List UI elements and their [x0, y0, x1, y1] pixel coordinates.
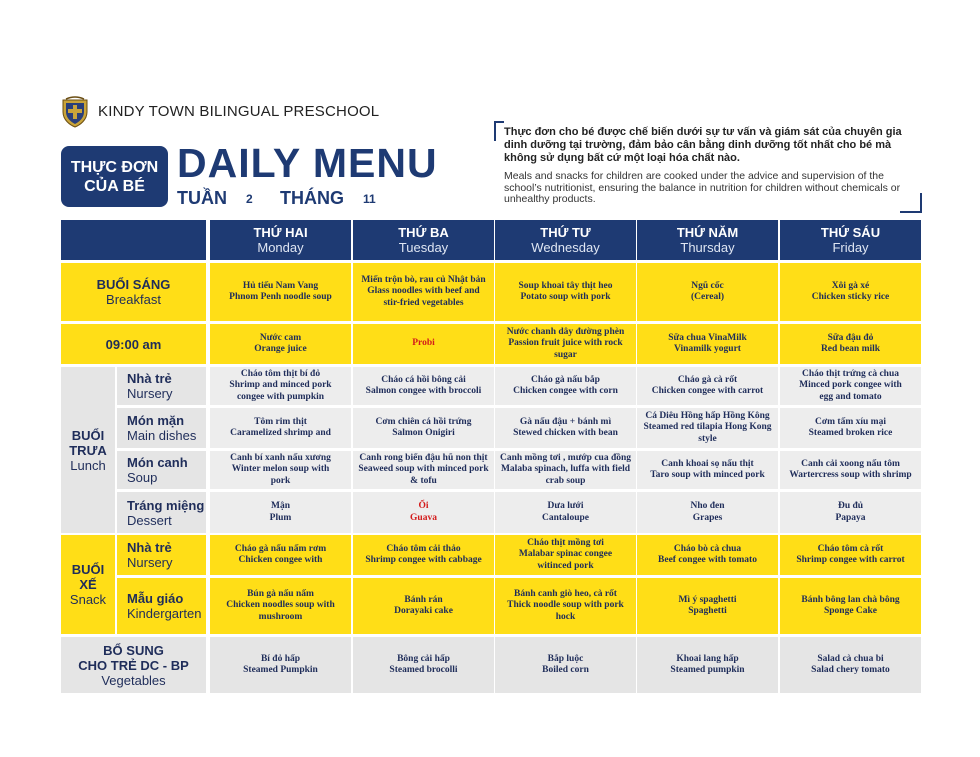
menu-item-line: Bánh canh giò heo, cà rốt: [514, 588, 617, 599]
soup-label-text: Món canh: [127, 455, 188, 470]
menu-item-line: Malaba spinach, luffa with field: [500, 464, 631, 475]
menu-item-line: Cháo thịt trứng cà chua: [801, 368, 899, 379]
day-header-0: [210, 220, 351, 260]
menu-item-line: Bánh bông lan chà bông: [801, 594, 900, 605]
menu-item-line: Caramelized shrimp and: [230, 428, 331, 438]
nursery-cell-3: [637, 367, 778, 405]
menu-item-line: stir-fried vegetables: [383, 297, 464, 308]
vegetables-label-text: Vegetables: [101, 672, 166, 688]
menu-item-line: crab soup: [545, 475, 586, 486]
menu-item-line: Cháo bò cà chua: [673, 543, 742, 554]
soup-label: [117, 451, 206, 489]
menu-item-line: Canh bí xanh nấu xương: [230, 452, 331, 463]
day-name-en: Tuesday: [398, 240, 449, 255]
afternoon-nursery-label: [117, 535, 206, 575]
menu-item-line: Tôm rim thịt: [254, 416, 307, 427]
badge-line-1: THỰC ĐƠN: [70, 158, 159, 176]
dessert-cell-1: [353, 492, 494, 533]
menu-item-line: Cơm tấm xíu mại: [815, 416, 886, 427]
snack-cell-0: [210, 324, 351, 364]
menu-item-line: Orange juice: [254, 344, 307, 354]
menu-item-line: Chicken congee with: [238, 555, 323, 565]
menu-item-line: Salmon congee with broccoli: [365, 386, 482, 396]
vegetables-cell-1: [353, 637, 494, 693]
dessert-cell-4: [780, 492, 921, 533]
menu-item-line: & tofu: [410, 475, 437, 486]
breakfast-label-text: Breakfast: [106, 292, 161, 307]
menu-item-line: Chicken congee with corn: [513, 386, 618, 396]
week-label: TUẦN: [177, 188, 227, 208]
snack-cell-3: [637, 324, 778, 364]
menu-item-line: Spaghetti: [688, 606, 727, 616]
kindergarten-label-text: Kindergarten: [127, 606, 202, 621]
vegetables-cell-0: [210, 637, 351, 693]
menu-item-line: Canh cải xoong nấu tôm: [801, 458, 900, 469]
soup-cell-1: [353, 451, 494, 489]
snack-cell-4: [780, 324, 921, 364]
nursery-cell-2: [495, 367, 636, 405]
main-cell-4: [780, 408, 921, 448]
week-value: 2: [246, 192, 253, 206]
kindergarten-label-text: Mẫu giáo: [127, 591, 184, 606]
menu-item-line: mushroom: [258, 611, 303, 622]
breakfast-cell-1: [353, 263, 494, 321]
main-cell-1: [353, 408, 494, 448]
menu-item-line: Beef congee with tomato: [658, 555, 757, 565]
breakfast-label: [61, 263, 206, 321]
menu-item-line: Steamed Pumpkin: [243, 665, 318, 675]
badge-line-2: CỦA BÉ: [84, 177, 145, 195]
main-cell-2: [495, 408, 636, 448]
kinder-cell-0: [210, 578, 351, 634]
afternoon-snack-label: [61, 535, 115, 634]
menu-item-line: Red bean milk: [820, 344, 881, 354]
breakfast-label-text: BUỔI SÁNG: [96, 277, 171, 292]
day-name-vi: THỨ NĂM: [676, 225, 739, 240]
menu-item-line: Cháo cá hồi bông cải: [381, 374, 466, 385]
page-title: DAILY MENU: [177, 140, 438, 186]
menu-item-line: Đu đủ: [837, 501, 864, 511]
menu-item-line: Cháo tôm cải thảo: [386, 543, 461, 554]
day-name-en: Wednesday: [531, 240, 600, 255]
school-name: KINDY TOWN BILINGUAL PRESCHOOL: [98, 103, 380, 120]
kinder-cell-4: [780, 578, 921, 634]
dessert-cell-2: [495, 492, 636, 533]
menu-item-line: Sữa đậu đỏ: [827, 332, 874, 343]
menu-item-line: style: [698, 433, 717, 444]
breakfast-cell-2: [495, 263, 636, 321]
menu-item-line: Canh rong biển đậu hũ non thịt: [359, 452, 488, 463]
menu-item-line: Shrimp congee with carrot: [796, 555, 905, 565]
day-name-vi: THỨ HAI: [253, 225, 308, 240]
menu-item-line: Plum: [269, 512, 292, 523]
school-crest-logo: [60, 96, 90, 128]
afternoon-nursery-label-text: Nursery: [127, 555, 173, 570]
menu-item-line: Nho đen: [690, 501, 725, 511]
menu-item-line: Boiled corn: [542, 665, 589, 675]
lunch-label-text: TRƯA: [69, 442, 107, 458]
dessert-cell-3: [637, 492, 778, 533]
menu-item-line: Chicken sticky rice: [811, 292, 890, 302]
day-name-vi: THỨ BA: [398, 225, 449, 240]
soup-label-text: Soup: [127, 470, 158, 485]
menu-item-line: Bông cải hấp: [397, 653, 450, 664]
menu-item-line: Ổi: [418, 501, 429, 511]
menu-item-line: Salad chery tomato: [811, 665, 890, 675]
menu-item-line: Nước chanh dây đường phèn: [506, 326, 625, 337]
menu-item-line: Miến trộn bò, rau củ Nhật bản: [361, 274, 486, 285]
menu-item-line: Cháo tôm thịt bí đỏ: [240, 368, 321, 379]
menu-item-line: Malabar spinac congee: [518, 549, 613, 560]
dessert-label: [117, 492, 206, 533]
menu-item-line: Hủ tiếu Nam Vang: [242, 280, 319, 291]
day-header-1: [353, 220, 494, 260]
intro-text: [504, 126, 906, 206]
day-name-vi: THỨ TƯ: [540, 225, 591, 240]
afternoon_nursery-cell-4: [780, 535, 921, 575]
month-label: THÁNG: [280, 188, 344, 208]
dessert-cell-0: [210, 492, 351, 533]
menu-item-line: Papaya: [835, 512, 866, 523]
menu-item-line: Dưa lưới: [547, 501, 584, 511]
main-dish-label: [117, 408, 206, 448]
menu-item-line: (Cereal): [690, 292, 725, 302]
day-header-2: [495, 220, 636, 260]
menu-item-line: Cá Diêu Hồng hấp Hồng Kông: [645, 410, 770, 421]
afternoon-snack-label-text: BUỔI: [71, 562, 105, 577]
menu-item-line: Cháo thịt mồng tơi: [527, 537, 604, 548]
afternoon_nursery-cell-0: [210, 535, 351, 575]
menu-item-line: Nước cam: [259, 332, 302, 343]
menu-item-line: Ngũ cốc: [691, 280, 724, 291]
month-value: 11: [363, 192, 376, 206]
menu-item-line: Chicken noodles soup with: [226, 600, 335, 611]
vegetables-label-text: CHO TRẺ DC - BP: [78, 657, 189, 673]
day-name-vi: THỨ SÁU: [820, 225, 881, 240]
soup-cell-2: [495, 451, 636, 489]
dessert-label-text: Dessert: [127, 512, 172, 528]
corner-bracket-top: [494, 121, 504, 141]
menu-item-line: Seaweed soup with minced pork: [358, 464, 489, 475]
menu-item-line: pork: [270, 475, 291, 486]
menu-item-line: Passion fruit juice with rock: [508, 338, 623, 349]
afternoon_nursery-cell-2: [495, 535, 636, 575]
menu-item-line: Guava: [410, 512, 437, 523]
menu-item-line: Bún gà nấu nấm: [247, 588, 314, 599]
menu-item-line: Cantaloupe: [542, 512, 589, 523]
menu-item-line: Canh mồng tơi , mướp cua đồng: [499, 452, 632, 463]
menu-item-line: Stewed chicken with bean: [513, 428, 618, 438]
day-name-en: Monday: [257, 240, 304, 255]
breakfast-cell-3: [637, 263, 778, 321]
nursery-label-text: Nursery: [127, 386, 173, 401]
vegetables-label-text: BỔ SUNG: [103, 642, 164, 658]
menu-item-line: Salmon Onigiri: [392, 428, 455, 438]
afternoon-nursery-label-text: Nhà trẻ: [127, 540, 172, 555]
vegetables-cell-4: [780, 637, 921, 693]
menu-item-line: Soup khoai tây thịt heo: [518, 280, 613, 291]
menu-item-line: Steamed broken rice: [808, 428, 893, 438]
breakfast-cell-4: [780, 263, 921, 321]
menu-item-line: egg and tomato: [819, 391, 882, 402]
main-dish-label-text: Món mặn: [127, 413, 185, 428]
day-name-en: Thursday: [680, 240, 735, 255]
menu-item-line: Chicken congee with carrot: [651, 386, 764, 396]
menu-item-line: Steamed pumpkin: [670, 665, 745, 675]
menu-item-line: Khoai lang hấp: [676, 653, 739, 664]
day-name-en: Friday: [832, 240, 869, 255]
menu-item-line: Winter melon soup with: [231, 464, 330, 475]
day-header-3: [637, 220, 778, 260]
menu-item-line: Mì ý spaghetti: [678, 594, 737, 605]
menu-item-line: Bánh rán: [404, 594, 443, 605]
vegetables-cell-2: [495, 637, 636, 693]
menu-item-line: Cháo tôm cà rốt: [817, 543, 884, 554]
soup-cell-3: [637, 451, 778, 489]
menu-item-line: Canh khoai sọ nấu thịt: [661, 458, 754, 469]
menu-item-line: Sponge Cake: [823, 606, 878, 616]
nursery-cell-0: [210, 367, 351, 405]
menu-item-line: Minced pork congee with: [799, 380, 902, 391]
menu-item-line: Sữa chua VinaMilk: [668, 332, 747, 343]
menu-item-line: hock: [555, 611, 576, 622]
soup-cell-4: [780, 451, 921, 489]
vegetables-label: [61, 637, 206, 693]
main-cell-0: [210, 408, 351, 448]
dessert-label-text: Tráng miệng: [127, 497, 205, 513]
menu-item-line: Wartercress soup with shrimp: [789, 470, 912, 480]
menu-item-line: Taro soup with minced pork: [650, 470, 765, 480]
menu-item-line: Xôi gà xé: [831, 280, 870, 291]
menu-item-line: Glass noodles with beef and: [367, 286, 480, 297]
menu-item-line: Cơm chiên cá hồi trứng: [375, 416, 472, 427]
nursery-cell-4: [780, 367, 921, 405]
menu-item-line: Salad cà chua bi: [817, 653, 884, 664]
menu-badge: [61, 146, 168, 207]
menu-item-line: Steamed brocolli: [389, 665, 458, 675]
menu-item-line: Vinamilk yogurt: [674, 344, 741, 354]
kinder-cell-1: [353, 578, 494, 634]
menu-item-line: Cháo gà nấu nấm rơm: [234, 543, 327, 554]
afternoon-snack-label-text: Snack: [69, 592, 107, 607]
kinder-cell-3: [637, 578, 778, 634]
intro-vietnamese: Thực đơn cho bé được chế biến dưới sự tư vấn và giám sát của chuyên gia dinh dưỡng tại trường, đảm bảo cân bằng dinh dưỡng tốt nhất cho bé mà không sử dụng bất cứ một loại hóa chất nào.: [504, 126, 902, 164]
menu-item-line: Probi: [412, 338, 435, 349]
afternoon_nursery-cell-3: [637, 535, 778, 575]
menu-item-line: Cháo gà nấu bắp: [531, 374, 600, 385]
soup-cell-0: [210, 451, 351, 489]
intro-english: Meals and snacks for children are cooked under the advice and supervision of the school’s nutritionist, ensuring the balance in nutrition for children without chemicals or unhealthy products.: [504, 170, 901, 205]
lunch-label-text: Lunch: [70, 457, 106, 473]
menu-item-line: sugar: [554, 349, 577, 360]
menu-item-line: Potato soup with pork: [520, 292, 611, 302]
vegetables-cell-3: [637, 637, 778, 693]
lunch-label-text: BUỔI: [71, 427, 105, 443]
kinder-cell-2: [495, 578, 636, 634]
menu-item-line: Shrimp congee with cabbage: [365, 555, 482, 565]
menu-item-line: Mận: [271, 501, 290, 511]
menu-item-line: Gà nấu đậu + bánh mì: [519, 416, 612, 427]
lunch-label: [61, 367, 115, 533]
snack-time-label-text: 09:00 am: [105, 336, 162, 352]
header-corner: [61, 220, 206, 260]
menu-item-line: Phnom Penh noodle soup: [229, 292, 332, 302]
nursery-cell-1: [353, 367, 494, 405]
menu-item-line: Dorayaki cake: [394, 606, 453, 616]
kindergarten-label: [117, 578, 206, 634]
menu-item-line: Bí đỏ hấp: [260, 653, 301, 664]
main-cell-3: [637, 408, 778, 448]
menu-item-line: Grapes: [692, 512, 723, 523]
corner-bracket-bottom: [900, 193, 922, 213]
main-dish-label-text: Main dishes: [127, 428, 197, 443]
menu-item-line: Steamed red tilapia Hong Kong: [643, 422, 772, 433]
snack-cell-2: [495, 324, 636, 364]
menu-item-line: congee with pumpkin: [236, 391, 325, 402]
afternoon_nursery-cell-1: [353, 535, 494, 575]
breakfast-cell-0: [210, 263, 351, 321]
day-header-4: [780, 220, 921, 260]
menu-item-line: witinced pork: [537, 560, 594, 571]
nursery-label: [117, 367, 206, 405]
menu-item-line: Thick noodle soup with pork: [507, 600, 624, 611]
menu-item-line: Cháo gà cà rốt: [677, 374, 738, 385]
menu-item-line: Shrimp and minced pork: [229, 380, 332, 391]
snack-cell-1: [353, 324, 494, 364]
menu-item-line: Bắp luộc: [547, 653, 584, 664]
afternoon-snack-label-text: XẾ: [79, 577, 97, 592]
nursery-label-text: Nhà trẻ: [127, 371, 172, 386]
snack-time-label: [61, 324, 206, 364]
